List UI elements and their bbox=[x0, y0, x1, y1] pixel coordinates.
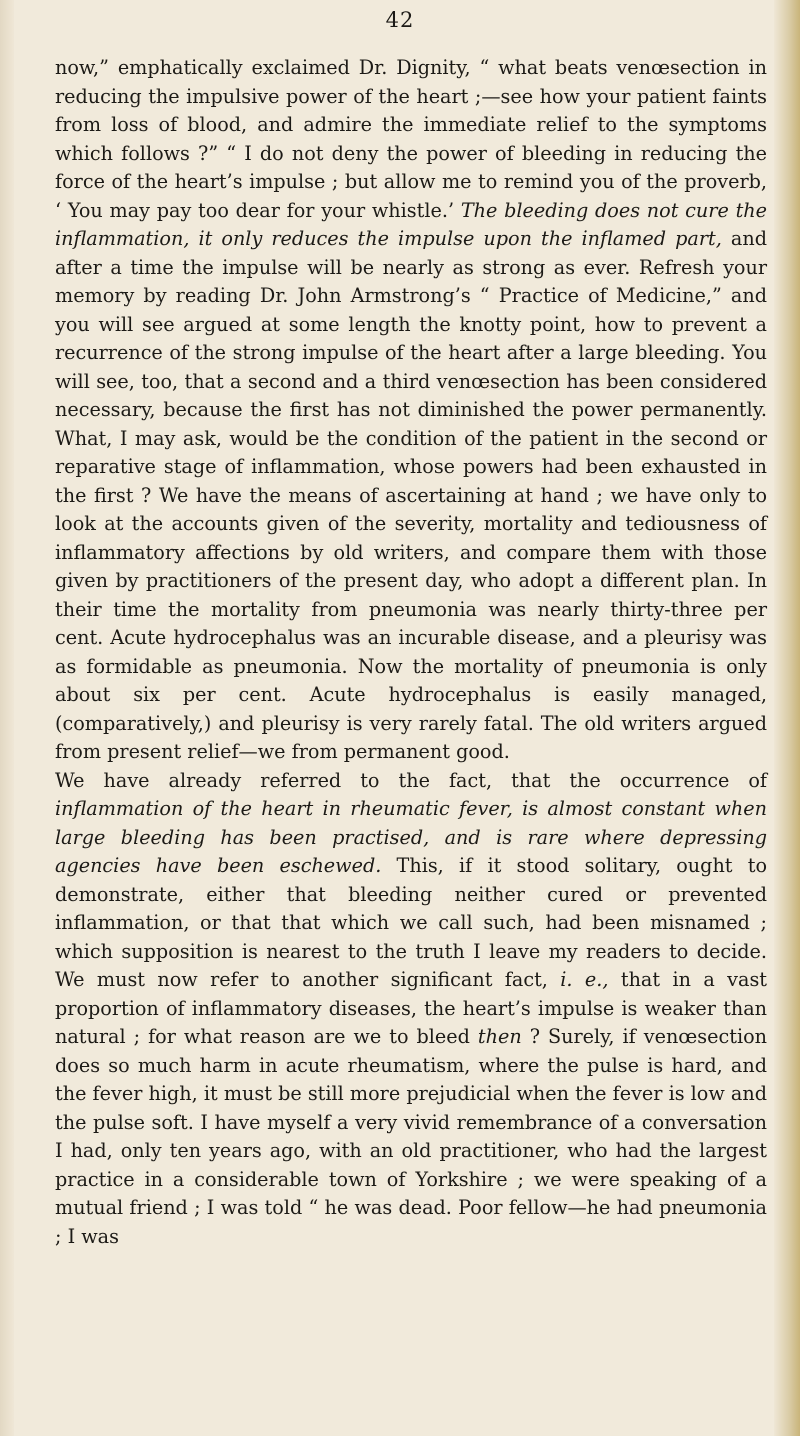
text-run: and after a time the impulse will be nearly as strong as ever. Refresh your memory by reading Dr. John Armstrong’s “ Practice of Medicine,” and you will see argued at some length the knotty point, how to prevent a recurrence of the strong impulse of the heart after a large bleeding. You will see, too, that a second and a third venœsection has been considered necessary, because the first has not diminished the power permanently. What, I may ask, would be the condition of the patient in the second or reparative stage of inflammation, whose powers had been exhausted in the first ? We have the means of ascertaining at hand ; we have only to look at the accounts given of the severity, mortality and tediousness of inflammatory affections by old writers, and compare them with those given by practitioners of the present day, who adopt a different plan. In their time the mortality from pneumonia was nearly thirty-three per cent. Acute hydrocephalus was an incurable disease, and a pleurisy was as formidable as pneumonia. Now the mortality of pneumonia is only about six per cent. Acute hydrocephalus is easily managed, (comparatively,) and pleurisy is very rarely fatal. The old writers argued from present relief—we from permanent good. bbox=[55, 227, 767, 763]
text-run: We have already referred to the fact, that the occurrence of bbox=[55, 768, 767, 792]
italic-text: The bleeding does not cure the inflammation, it only reduces the impulse upon the inflamed part, bbox=[55, 198, 767, 250]
italic-text: then bbox=[477, 1025, 522, 1048]
text-run: now,” emphatically exclaimed Dr. Dignity, “ what beats venœsection in reducing the impulsive power of the heart ;—see how your patient faints from loss of blood, and admire the immediate relief to the symptoms which follows ?” “ I do not deny the power of bleeding in reducing the force of the heart’s impulse ; but allow me to remind you of the proverb, ‘ You may pay too dear for your whistle.’ bbox=[55, 56, 767, 222]
italic-text: inflammation of the heart in rheumatic fever, is almost constant when large bleeding has been practised, and is rare where depressing agencies have been eschewed. bbox=[55, 797, 767, 877]
italic-text: i. e., bbox=[560, 968, 609, 991]
body-text bbox=[55, 54, 767, 1251]
text-run: ? Surely, if venœsection does so much harm in acute rheumatism, where the pulse is hard, and the fever high, it must be still more prejudicial when the fever is low and the pulse soft. I have myself a very vivid remembrance of a conversation I had, only ten years ago, with an old practitioner, who had the largest practice in a considerable town of Yorkshire ; we were speaking of a mutual friend ; I was told “ he was dead. Poor fellow—he had pneumonia ; I was bbox=[55, 1025, 767, 1248]
page-edge-left bbox=[0, 0, 14, 1436]
text-run: This, if it stood solitary, ought to demonstrate, either that bleeding neither cured or prevented inflammation, or that that which we call such, had been misnamed ; which supposition is nearest to the truth I leave my readers to decide. We must now refer to another significant fact, bbox=[55, 854, 767, 991]
paragraph bbox=[55, 767, 767, 1252]
text-run: that in a vast proportion of inflammatory diseases, the heart’s impulse is weaker than natural ; for what reason are we to bleed bbox=[55, 968, 768, 1048]
paragraph bbox=[55, 54, 767, 767]
page-edge-right bbox=[774, 0, 800, 1436]
page-number: 42 bbox=[385, 8, 415, 32]
